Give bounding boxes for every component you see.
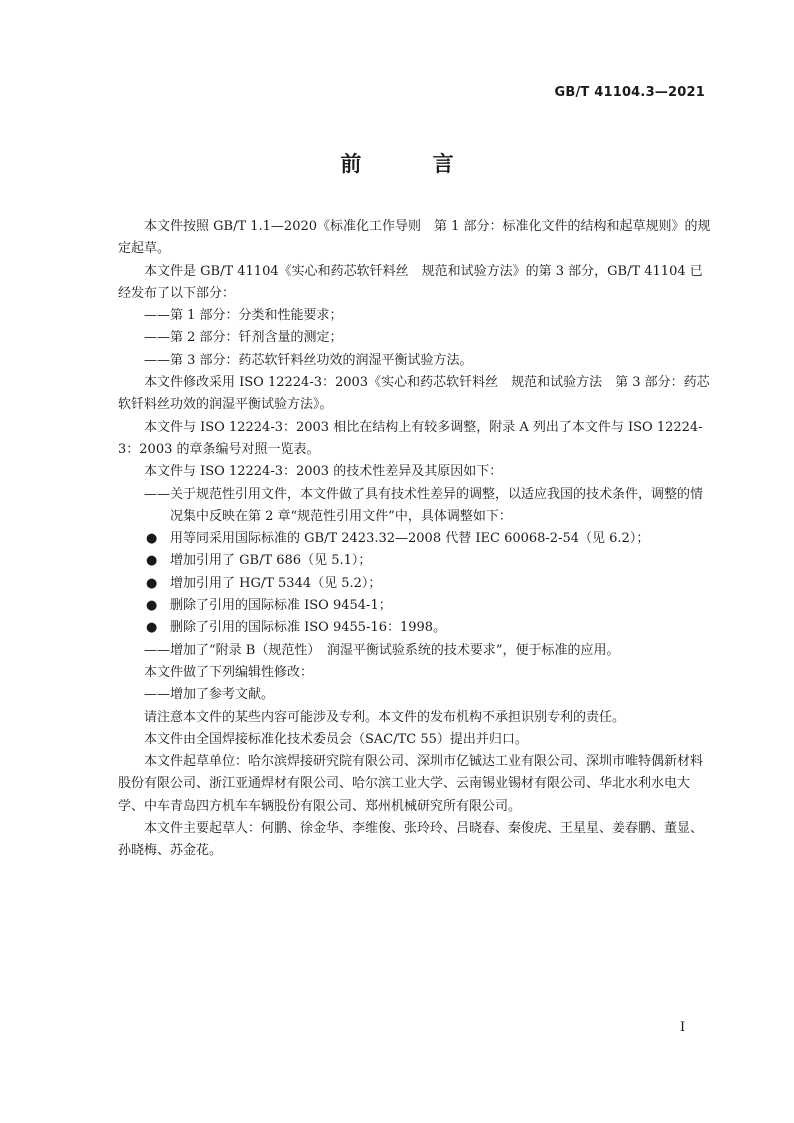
paragraph-editorial-changes: 本文件做了下列编辑性修改： <box>144 664 314 680</box>
list-item-bibliography: ——增加了参考文献。 <box>144 687 275 703</box>
list-item: ● 增加引用了 GB/T 686（见 5.1）； <box>118 550 712 572</box>
list-item-part2: ——第 2 部分：钎剂含量的测定； <box>144 330 343 346</box>
list-item-part1: ——第 1 部分：分类和性能要求； <box>144 308 343 324</box>
list-item-normative-references: ——关于规范性引用文件，本文件做了具有技术性差异的调整，以适应我国的技术条件，调整的情况集中反映在第 2 章“规范性引用文件”中，具体调整如下： <box>144 486 704 524</box>
bullet-icon: ● <box>146 553 158 569</box>
paragraph-patent-notice: 请注意本文件的某些内容可能涉及专利。本文件的发布机构不承担识别专利的责任。 <box>144 709 626 725</box>
paragraph-structure-changes: 本文件与 ISO 12224-3：2003 相比在结构上有较多调整，附录 A 列出了本文件与 ISO 12224-3：2003 的章条编号对照一览表。 <box>118 419 703 457</box>
standard-number: GB/T 41104.3—2021 <box>554 85 705 100</box>
paragraph-proposer: 本文件由全国焊接标准化技术委员会（SAC/TC 55）提出并归口。 <box>144 731 528 747</box>
bullet-icon: ● <box>146 531 158 547</box>
page-title: 前 言 <box>340 152 486 176</box>
paragraph-modified-adoption: 本文件修改采用 ISO 12224-3：2003《实心和药芯软钎料丝 规范和试验方法 第 3 部分：药芯软钎料丝功效的润湿平衡试验方法》。 <box>118 375 710 413</box>
list-item: ● 增加引用了 HG/T 5344（见 5.2）； <box>118 573 712 595</box>
bullet-icon: ● <box>146 598 158 614</box>
paragraph-technical-differences: 本文件与 ISO 12224-3：2003 的技术性差异及其原因如下： <box>144 464 503 480</box>
paragraph-drafters: 本文件主要起草人：何鹏、徐金华、李维俊、张玲玲、吕晓春、秦俊虎、王星星、姜春鹏、董显、孙晓梅、苏金花。 <box>118 821 704 859</box>
page-number: I <box>680 1020 686 1035</box>
paragraph-drafting-units: 本文件起草单位：哈尔滨焊接研究院有限公司、深圳市亿铖达工业有限公司、深圳市唯特偶新材料股份有限公司、浙江亚通焊材有限公司、哈尔滨工业大学、云南锡业锡材有限公司、华北水利水电大学、中车青岛四方机车车辆股份有限公司、郑州机械研究所有限公司。 <box>118 754 704 814</box>
paragraph-series-intro: 本文件是 GB/T 41104《实心和药芯软钎料丝 规范和试验方法》的第 3 部分，GB/T 41104 已经发布了以下部分： <box>118 263 703 301</box>
list-item: ● 用等同采用国际标准的 GB/T 2423.32—2008 代替 IEC 60068-2-54（见 6.2）； <box>118 528 712 550</box>
list-item: ● 删除了引用的国际标准 ISO 9454-1； <box>118 595 712 617</box>
document-body <box>118 216 712 863</box>
list-item: ● 删除了引用的国际标准 ISO 9455-16：1998。 <box>118 617 712 639</box>
bullet-list <box>118 528 712 639</box>
paragraph-drafting-rules: 本文件按照 GB/T 1.1—2020《标准化工作导则 第 1 部分：标准化文件的结构和起草规则》的规定起草。 <box>118 219 711 257</box>
bullet-icon: ● <box>146 620 158 636</box>
list-item-part3: ——第 3 部分：药芯软钎料丝功效的润湿平衡试验方法。 <box>144 352 473 368</box>
bullet-icon: ● <box>146 575 158 591</box>
list-item-annex-b: ——增加了“附录 B（规范性） 润湿平衡试验系统的技术要求”，便于标准的应用。 <box>144 642 620 658</box>
